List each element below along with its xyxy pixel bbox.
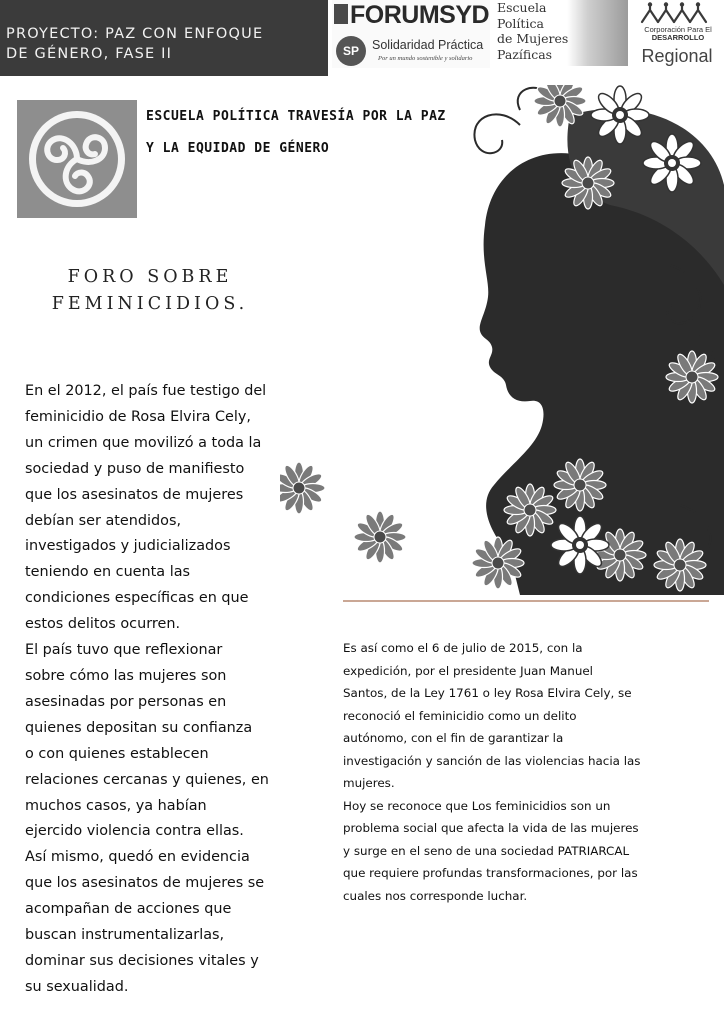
right-text-line: Santos, de la Ley 1761 o ley Rosa Elvira Cely, se [343,686,632,700]
sp-badge-icon: SP [336,36,366,66]
escuela-pazificas-logo [493,0,628,66]
escuela-logo-text [497,0,577,62]
project-header-bar [0,0,328,76]
right-text-line: investigación y sanción de las violencias hacia las [343,753,641,768]
sp-tagline: Por un mundo sostenible y solidario [378,55,473,62]
left-text-line: sociedad y puso de manifiesto [25,460,245,477]
corp-small-text [633,26,723,42]
left-text-line: condiciones específicas en que [25,590,249,607]
left-text-line: un crimen que movilizó a toda la [25,434,262,451]
right-text-line: autónomo, con el fin de garantizar la [343,731,564,745]
left-text-line: quienes depositan su confianza [25,719,253,736]
people-logo-icon [639,2,717,26]
forum-title-line-2: FEMINICIDIOS. [51,294,249,314]
project-title-line-2: DE GÉNERO, FASE II [6,46,173,62]
forumsyd-wordmark: FORUMSYD [350,1,490,29]
left-text-line: dominar sus decisiones vitales y [25,952,259,969]
sp-name: Solidaridad Práctica [372,38,484,52]
escuela-logo-line-2: de Mujeres [497,31,569,46]
escuela-logo-line-1: Escuela Política [497,0,547,31]
section-divider [343,600,709,602]
left-text-line: que los asesinatos de mujeres se [25,875,265,892]
project-title-line-1: PROYECTO: PAZ CON ENFOQUE [6,26,264,42]
corp-small-line-1: Corporación Para El [644,25,712,34]
right-text-line: y surge en el seno de una sociedad PATRIARCAL [343,843,630,858]
left-text-line: que los asesinatos de mujeres [25,486,244,503]
left-text-line: su sexualidad. [25,978,129,995]
left-text-line: El país tuvo que reflexionar [25,642,223,659]
right-text-line: Hoy se reconoce que Los feminicidios son un [343,798,611,813]
left-text-line: relaciones cercanas y quienes, en [25,771,269,788]
escuela-logo-line-3: Pazíficas [497,46,553,62]
left-text-line: teniendo en cuenta las [25,564,191,581]
forumsyd-mark-icon [334,4,348,24]
forumsyd-logo [332,0,490,68]
right-text-line: cuales nos corresponde luchar. [343,888,528,903]
left-text-line: investigados y judicializados [25,538,231,555]
left-text-line: debían ser atendidos, [25,512,182,529]
left-text-line: En el 2012, el país fue testigo del [25,383,267,399]
woman-silhouette-illustration [280,85,724,595]
school-title-line-1: ESCUELA POLÍTICA TRAVESÍA POR LA PAZ [146,109,446,124]
left-text-line: muchos casos, ya habían [25,797,207,814]
right-text-line: Es así como el 6 de julio de 2015, con la [343,641,583,655]
forum-title [30,264,270,318]
left-text-line: feminicidio de Rosa Elvira Cely, [25,408,251,425]
right-text-line: reconoció el feminicidio como un delito [343,708,577,723]
left-text-line: o con quienes establecen [25,745,209,762]
left-column-text [25,379,315,1001]
triskelion-icon [17,100,137,218]
left-text-line: estos delitos ocurren. [25,616,181,633]
forum-title-line-1: FORO SOBRE [67,267,233,287]
school-title-line-2: Y LA EQUIDAD DE GÉNERO [146,141,330,156]
left-text-line: ejercido violencia contra ellas. [25,823,244,840]
right-text-line: mujeres. [343,776,395,790]
left-text-line: Así mismo, quedó en evidencia [25,849,250,866]
right-text-line: que requiere profundas transformaciones, por las [343,866,638,880]
left-text-line: buscan instrumentalizarlas, [25,927,225,944]
corp-small-line-2: DESARROLLO [651,33,705,42]
corp-regional-text: Regional [641,46,713,66]
left-text-line: acompañan de acciones que [25,901,232,918]
right-text-line: problema social que afecta la vida de las mujeres [343,821,639,835]
triskelion-emblem [17,100,137,218]
right-column-text [343,637,715,907]
left-text-line: asesinadas por personas en [25,693,227,710]
left-text-line: sobre cómo las mujeres son [25,667,227,684]
right-text-line: expedición, por el presidente Juan Manuel [343,663,593,678]
corporacion-desarrollo-logo [631,0,724,68]
project-title [6,24,324,64]
